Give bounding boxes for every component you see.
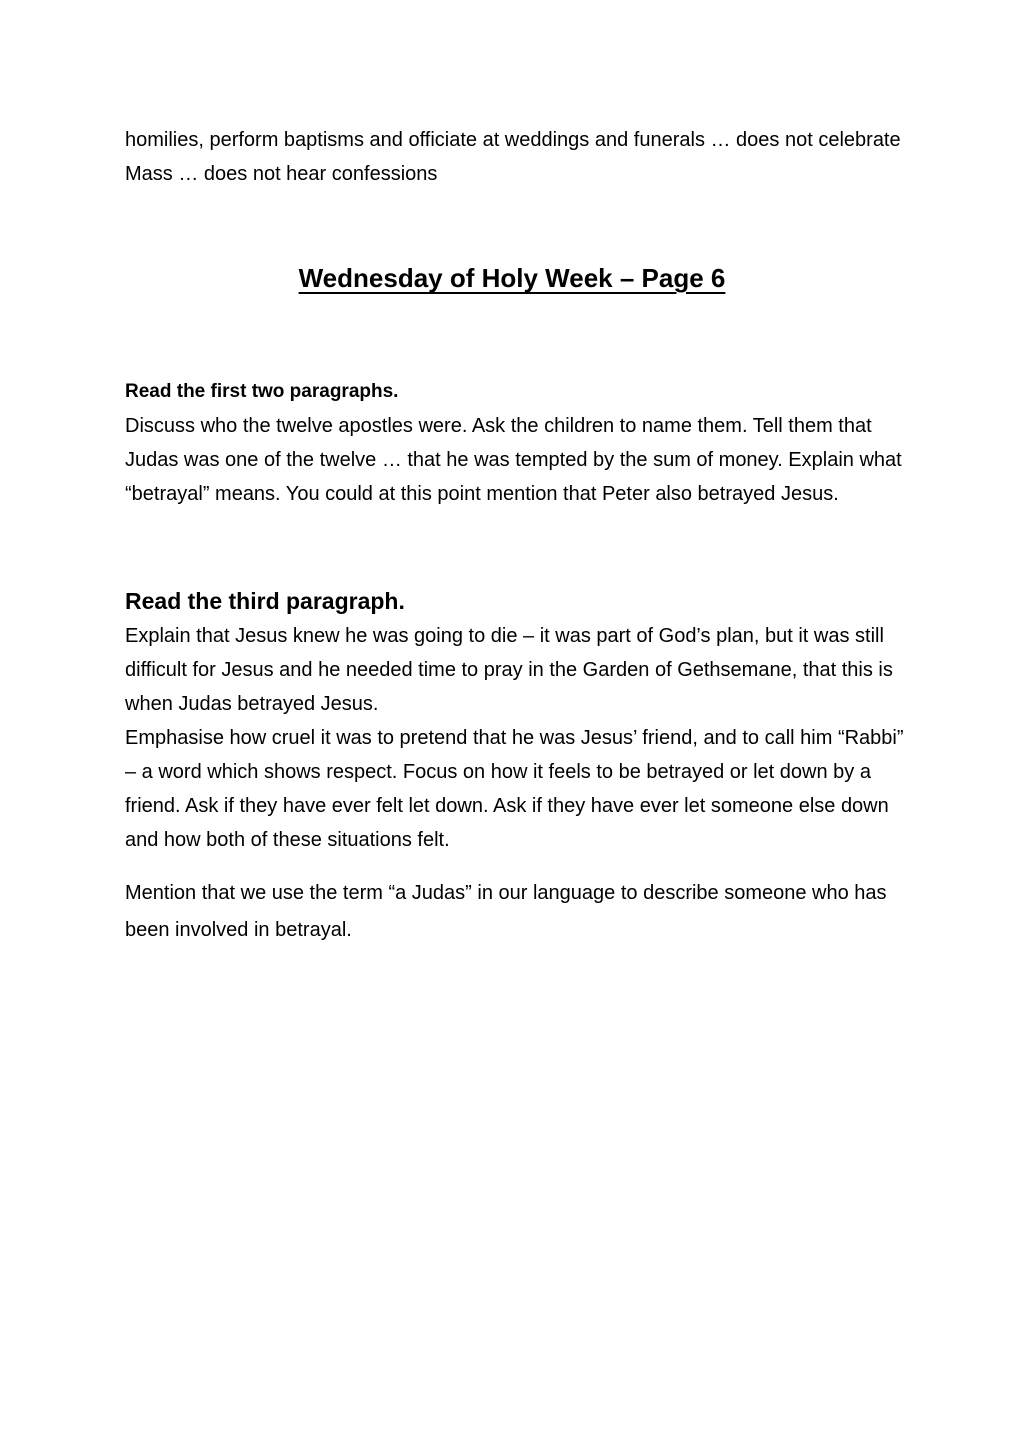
- section-first-two-paragraphs: [125, 375, 915, 511]
- section-heading: Read the third paragraph.: [125, 588, 405, 614]
- section-body-paragraph: Explain that Jesus knew he was going to die – it was part of God’s plan, but it was still difficult for Jesus and he needed time to pray in the Garden of Gethsemane, that this is when Judas betrayed Jesus.: [125, 625, 893, 715]
- section-body-paragraph: Emphasise how cruel it was to pretend that he was Jesus’ friend, and to call him “Rabbi” – a word which shows respect. Focus on how it feels to be betrayed or let down by a friend. Ask if they have ever felt let down. Ask if they have ever let someone else down and how both of these situations felt.: [125, 727, 904, 851]
- intro-paragraph: homilies, perform baptisms and officiate at weddings and funerals … does not celebrate Mass … does not hear confessions: [125, 129, 901, 185]
- page-title: Wednesday of Holy Week – Page 6: [298, 263, 726, 293]
- section-body: Discuss who the twelve apostles were. Ask the children to name them. Tell them that Judas was one of the twelve … that he was tempted by the sum of money. Explain what “betrayal” means. You could at this point mention that Peter also betrayed Jesus.: [125, 415, 902, 505]
- closing-paragraph: Mention that we use the term “a Judas” in our language to describe someone who has been involved in betrayal.: [125, 882, 887, 941]
- section-heading: Read the first two paragraphs.: [125, 381, 399, 402]
- section-third-paragraph: [125, 583, 915, 857]
